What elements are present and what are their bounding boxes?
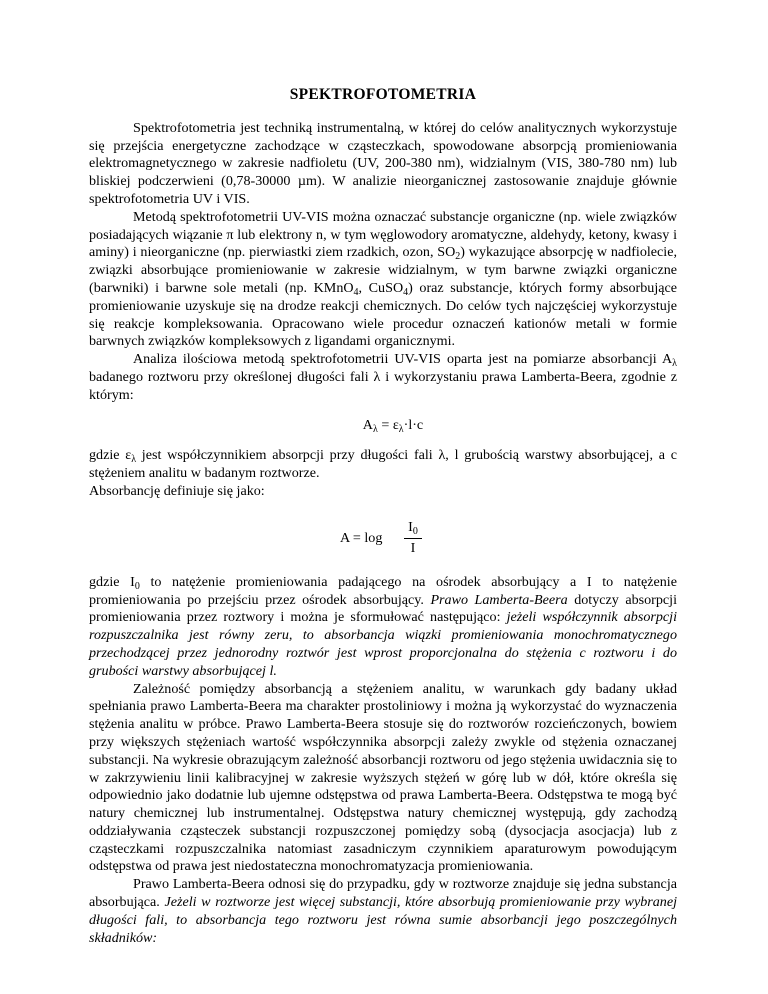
paragraph-absorbance-definition: Absorbancję definiuje się jako: [89,482,265,499]
page-title: SPEKTROFOTOMETRIA [289,86,477,103]
fraction-bar [404,538,422,539]
fraction-numerator: $I_0$ [408,518,418,537]
paragraph-additivity: Prawo Lamberta-Beera odnosi się do przypadku, gdy w roztworze znajduje się jedna substancja absorbująca. Jeżeli w roztworze jest więcej substancji, które absorbują promieniowanie przy wybranej długości fali, to absorbancja tego roztworu jest równa sumie absorbancji jego poszczególnych składników: [89,876,677,946]
paragraph-quantitative-analysis: Analiza ilościowa metodą spektrofotometrii UV-VIS oparta jest na pomiarze absorbancji $A_\lambda$ badanego roztworu przy określonej długości fali λ i wykorzystaniu prawa Lamberta-Beera, zgodnie z którym: [89,351,677,403]
equation-fraction [404,519,422,558]
paragraph-equation-terms: gdzie $\varepsilon_\lambda$ jest współczynnikiem absorpcji przy długości fali λ, l grubością warstwy absorbującej, a c stężeniem analitu w badanym roztworze. [89,447,677,482]
paragraph-intro: Spektrofotometria jest techniką instrumentalną, w której do celów analitycznych wykorzystuje się przejścia energetyczne zachodzące w cząsteczkach, spowodowane absorpcją promieniowania elektromagnetycznego w zakresie nadfioletu (UV, 200-380 nm), widzialnym (VIS, 380-780 nm) lub bliskiej podczerwieni (0,78-30000 µm). W analizie nieorganicznej zastosowanie znajduje głównie spektrofotometria UV i VIS. [89,119,677,207]
equation-lambert-beer: $A_\lambda = \varepsilon_\lambda\cdot l\cdot c$ [362,416,424,435]
document-page [89,86,677,947]
equation-absorbance-lhs: A = log [340,529,383,546]
paragraph-deviations: Zależność pomiędzy absorbancją a stężeniem analitu, w warunkach gdy badany układ spełniania prawo Lamberta-Beera ma charakter prostoliniowy i można ją wykorzystać do wyznaczenia stężenia analitu w próbce. Prawo Lamberta-Beera stosuje się do roztworów rozcieńczonych, bowiem przy większych stężeniach wartość współczynnika absorpcji zależy zwykle od stężenia oznaczanej substancji. Na wykresie obrazującym zależność absorbancji roztworu od jego stężenia uwidacznia się to w zakrzywieniu linii kalibracyjnej w zakresie wyższych stężeń w górę lub w dół, które określa się odpowiednio jako dodatnie lub ujemne odstępstwa od prawa Lamberta-Beera. Odstępstwa te mogą być natury chemicznej lub instrumentalnej. Odstępstwa natury chemicznej występują, gdy zachodzą oddziaływania cząsteczek substancji rozpuszczonej pomiędzy sobą (dysocjacja asocjacja) lub z cząsteczkami rozpuszczalnika natomiast zasadniczym czynnikiem aparaturowym powodującym odstępstwa od prawa jest niedostateczna monochromatyzacja promieniowania. [89,680,677,875]
paragraph-lambert-beer-law: gdzie $I_0$ to natężenie promieniowania padającego na ośrodek absorbujący a I to natężenie promieniowania po przejściu przez ośrodek absorbujący. Prawo Lamberta-Beera dotyczy absorpcji promieniowania przez roztwory i można je sformułować następująco: jeżeli współczynnik absorpcji rozpuszczalnika jest równy zeru, to absorbancja wiązki promieniowania monochromatycznego przechodzącej przez jednorodny roztwór jest wprost proporcjonalna do stężenia c roztworu i do grubości warstwy absorbującej l. [89,573,677,679]
paragraph-substances: Metodą spektrofotometrii UV-VIS można oznaczać substancje organiczne (np. wiele związków posiadających wiązanie π lub elektrony n, w tym węglowodory aromatyczne, aldehydy, ketony, kwasy i aminy) i nieorganiczne (np. pierwiastki ziem rzadkich, ozon, $SO_2$) wykazujące absorpcję w nadfiolecie, związki absorbujące promieniowanie w zakresie widzialnym, w tym barwne związki organiczne (barwniki) i barwne sole metali (np. KMnO$_4$, CuSO$_4$) oraz substancje, których formy absorbujące promieniowanie uzyskuje się na drodze reakcji chemicznych. Do celów tych najczęściej wykorzystuje się reakcje kompleksowania. Opracowano wiele procedur oznaczeń kationów metali w formie barwnych związków kompleksowych z ligandami organicznymi. [89,208,678,350]
fraction-denominator: I [410,539,416,556]
equation-absorbance [89,516,677,562]
